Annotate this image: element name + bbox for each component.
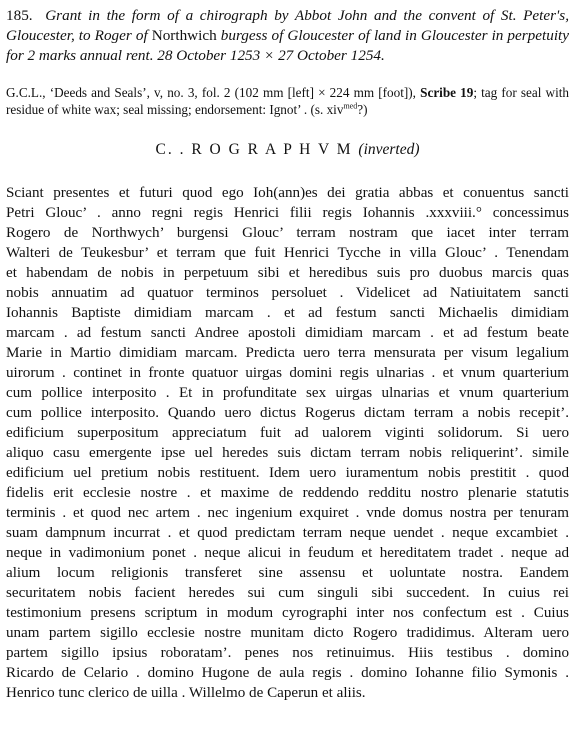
charter-line: partem sigillo ipsius roboratam’. penes nos retinuimus. Hiis testibus . domino <box>6 645 569 661</box>
charter-line: Marie in Martio dimidiam marcam. Predicta uero terra mensurata per visum legalium <box>6 345 569 361</box>
charter-line: Sciant presentes et futuri quod ego Ioh(ann)es dei gratia abbas et conuentus sancti <box>6 185 569 201</box>
charter-line: fidelis erit ecclesie nostre . et maxime de reddendo redditu nostro plenarie statutis <box>6 485 569 501</box>
charter-line: securitatem nobis facient heredes sui cum singuli sibi succedent. In cuius rei <box>6 585 569 601</box>
charter-line: Petri Glouc’ . anno regni regis Henrici filii regis Iohannis .xxxviii.° concessimus <box>6 205 569 221</box>
chirograph-heading <box>6 140 569 160</box>
charter-line: Henrico tunc clerico de uilla . Willelmo de Caperun et aliis. <box>6 685 366 701</box>
charter-line: et habendam de nobis in perpetuum sibi et heredibus suis pro duobus marcis quas <box>6 265 569 281</box>
charter-line: testimonium presens scriptum in modum cyrographi inter nos confectum est . Cuius <box>6 605 569 621</box>
charter-line: aliquo casu emergente ipse uel heredes suis dictam terram nobis reliquerint’. simile <box>6 445 569 461</box>
scribe-label: Scribe 19 <box>420 85 474 100</box>
charter-line: suam dampnum incurrat . et quod predictam terram neque uendet . neque excambiet . <box>6 525 569 541</box>
charter-line: cum pollice interposito. Quando uero dictus Rogerus dictam terram a nobis recepit’. <box>6 405 569 421</box>
entry-title-part1: Grant in the form of a chirograph by Abbot John and the convent of St. Peter's, Gloucester, to Roger of <box>6 7 570 44</box>
charter-line: terminis . et quod nec artem . nec ingenium exquiret . vnde domus nostra per tenuram <box>6 505 569 521</box>
entry-heading <box>6 6 569 66</box>
charter-line: uirorum . continet in fronte quatuor uirgas domini regis ulnarias . et vnum quarterium <box>6 365 569 381</box>
source-text-before: G.C.L., ‘Deeds and Seals’, v, no. 3, fol. 2 (102 mm [left] × 224 mm [foot]), <box>6 85 416 100</box>
entry-number: 185. <box>6 7 33 24</box>
charter-line: marcam . ad festum sancti Andree apostoli dimidiam marcam . et ad festum beate <box>6 325 569 341</box>
charter-line: nobis annuatim ad quatuor terminos persoluet . Videlicet ad Natiuitatem sancti <box>6 285 569 301</box>
source-description <box>6 84 569 118</box>
charter-line: Iohannis Baptiste dimidiam marcam . et ad festum sancti Michaelis dimidiam <box>6 305 569 321</box>
entry-title-part2: burgess of Gloucester of land in Gloucester in perpetuity for 2 marks annual rent. 28 October 1253 × 27 October 1254. <box>6 27 570 64</box>
charter-line: edificium uel pretium nobis restituent. Idem uero iuramentum nobis prestitit . quod <box>6 465 569 481</box>
charter-line: edificium superpositum appreciatum fuit ad ualorem viginti solidorum. Si uero <box>6 425 569 441</box>
charter-line: Walteri de Teukesbur’ et terram que fuit Henrici Tycche in villa Glouc’ . Tenendam <box>6 245 569 261</box>
chirograph-letters: C. . R O G R A P H V M <box>155 141 353 158</box>
source-superscript: med <box>343 101 358 111</box>
entry-title-place: Northwich <box>151 27 217 44</box>
charter-line: neque in vadimonium ponet . neque alicui in feudum et hereditatem tradet . neque ad <box>6 545 569 561</box>
charter-line: Ricardo de Celario . domino Hugone de aula regis . domino Iohanne filio Symonis . <box>6 665 569 681</box>
charter-line: Rogero de Northwych’ burgensi Glouc’ terram nostram que iacet inter terram <box>6 225 569 241</box>
charter-line: unam partem sigillo ecclesie nostre munitam dicto Rogero tradidimus. Alteram uero <box>6 625 569 641</box>
charter-text <box>6 183 569 703</box>
source-text-after: ; tag for seal with residue of white wax; seal missing; endorsement: Ignot’ . (s. xiv <box>6 85 569 117</box>
chirograph-note: (inverted) <box>358 141 420 158</box>
charter-line: alium locum religionis transferet sine assensu et uoluntate nostra. Eandem <box>6 565 569 581</box>
charter-line: cum pollice interposito . Et in profunditate sex uirgas ulnarias et vnum quarterium <box>6 385 569 401</box>
source-close: ?) <box>357 102 368 117</box>
